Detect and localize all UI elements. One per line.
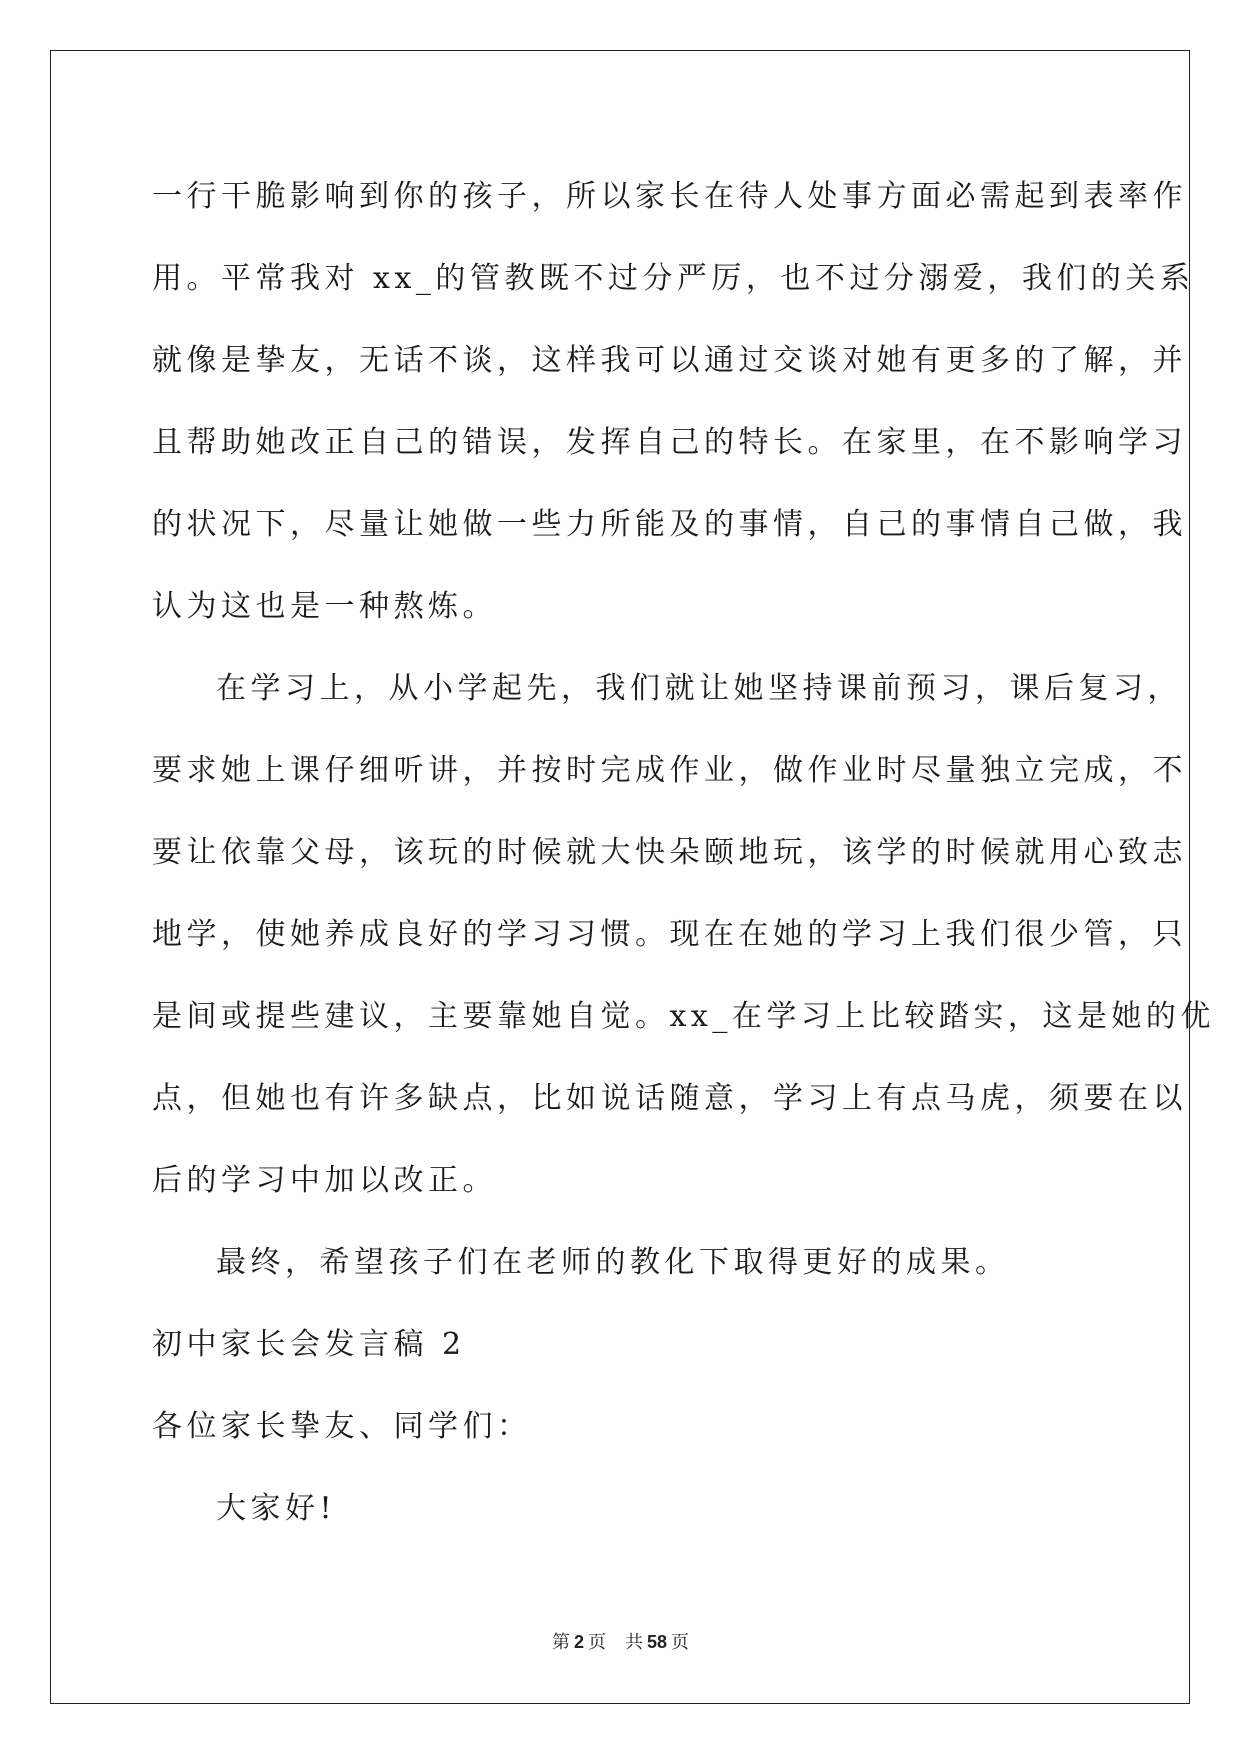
paragraph-line: 最终，希望孩子们在老师的教化下取得更好的成果。 xyxy=(216,1245,1010,1280)
footer-prefix: 第 xyxy=(551,1632,570,1652)
footer-page-suffix: 页 xyxy=(587,1632,606,1652)
paragraph-line: 后的学习中加以改正。 xyxy=(152,1163,497,1198)
paragraph-line: 且帮助她改正自己的错误，发挥自己的特长。在家里，在不影响学习 xyxy=(152,425,1187,460)
footer-total-suffix: 页 xyxy=(671,1632,690,1652)
paragraph-line: 要求她上课仔细听讲，并按时完成作业，做作业时尽量独立完成，不 xyxy=(152,753,1187,788)
page-footer xyxy=(0,1628,1241,1654)
salutation: 各位家长挚友、同学们： xyxy=(152,1409,532,1444)
paragraph-line: 用。平常我对 xx_的管教既不过分严厉，也不过分溺爱，我们的关系 xyxy=(152,261,1195,296)
paragraph-line: 一行干脆影响到你的孩子，所以家长在待人处事方面必需起到表率作 xyxy=(152,179,1187,214)
paragraph-line: 要让依靠父母，该玩的时候就大快朵颐地玩，该学的时候就用心致志 xyxy=(152,835,1187,870)
paragraph-line: 地学，使她养成良好的学习习惯。现在在她的学习上我们很少管，只 xyxy=(152,917,1187,952)
footer-total-prefix: 共 xyxy=(625,1632,643,1652)
total-pages: 58 xyxy=(647,1632,668,1652)
page-number: 2 xyxy=(573,1632,584,1652)
paragraph-line: 的状况下，尽量让她做一些力所能及的事情，自己的事情自己做，我 xyxy=(152,507,1187,542)
paragraph-line: 认为这也是一种熬炼。 xyxy=(152,589,497,624)
paragraph-line: 就像是挚友，无话不谈，这样我可以通过交谈对她有更多的了解，并 xyxy=(152,343,1187,378)
section-heading: 初中家长会发言稿 2 xyxy=(152,1327,466,1362)
greeting: 大家好! xyxy=(216,1491,337,1526)
paragraph-line: 点，但她也有许多缺点，比如说话随意，学习上有点马虎，须要在以 xyxy=(152,1081,1187,1116)
paragraph-line: 在学习上，从小学起先，我们就让她坚持课前预习，课后复习， xyxy=(216,671,1182,706)
paragraph-line: 是间或提些建议，主要靠她自觉。xx_在学习上比较踏实，这是她的优 xyxy=(152,999,1215,1034)
document-body xyxy=(152,156,1215,1550)
